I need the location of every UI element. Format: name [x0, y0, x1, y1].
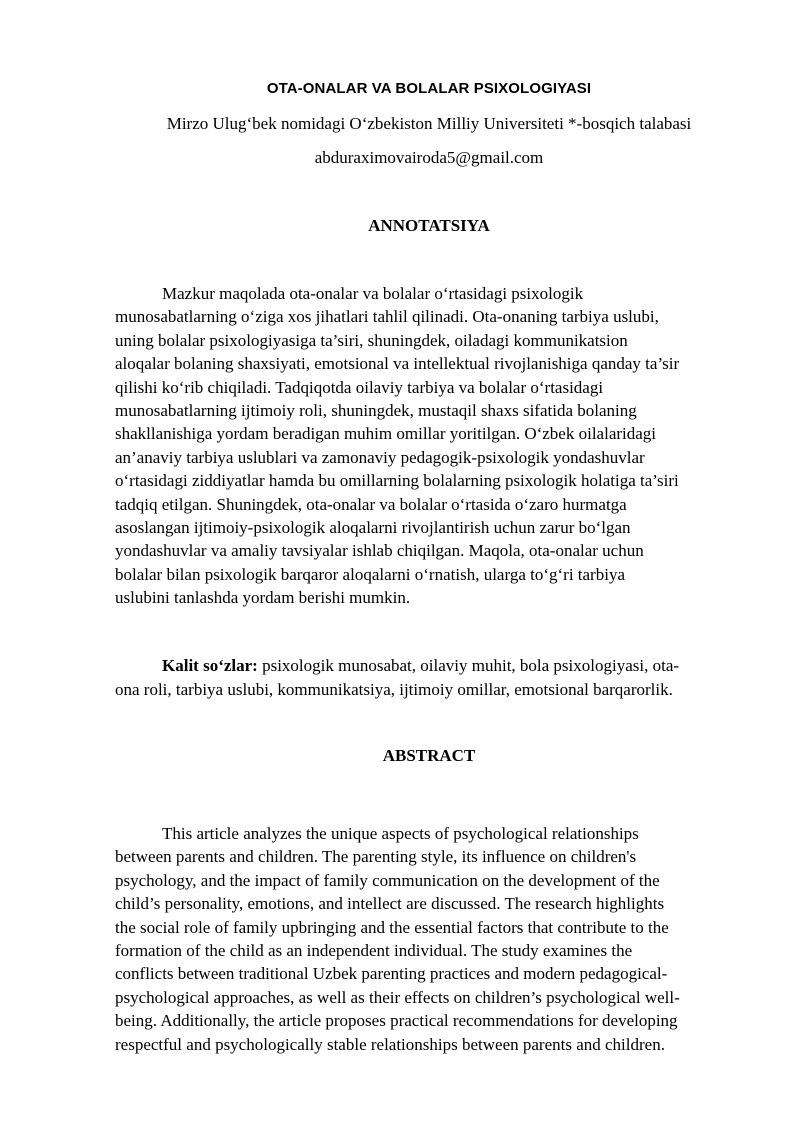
- abstract-line: the social role of family upbringing and the essential factors that contribute to the: [115, 917, 669, 937]
- abstract-line: psychological approaches, as well as their effects on children’s psychological well-: [115, 987, 680, 1007]
- keywords-paragraph: [115, 654, 741, 702]
- annotation-line: o‘rtasidagi ziddiyatlar hamda bu omillarning bolalarning psixologik holatiga ta’siri: [115, 471, 679, 491]
- abstract-line: psychology, and the impact of family communication on the development of the: [115, 870, 660, 890]
- annotation-line: munosabatlarning ijtimoiy roli, shuningdek, mustaqil shaxs sifatida bolaning: [115, 401, 637, 421]
- abstract-line: between parents and children. The parenting style, its influence on children's: [115, 847, 637, 867]
- annotation-line: Mazkur maqolada ota-onalar va bolalar o‘rtasidagi psixologik: [162, 284, 584, 303]
- annotation-line: qilishi ko‘rib chiqiladi. Tadqiqotda oilaviy tarbiya va bolalar o‘rtasidagi: [115, 377, 604, 397]
- paper-title: OTA-ONALAR VA BOLALAR PSIXOLOGIYASI: [266, 80, 592, 97]
- abstract-line: child’s personality, emotions, and intellect are discussed. The research highlights: [115, 894, 665, 914]
- author-email: abduraximovairoda5@gmail.com: [314, 148, 544, 167]
- keywords-line: ona roli, tarbiya uslubi, kommunikatsiya, ijtimoiy omillar, emotsional barqarorlik.: [115, 680, 673, 699]
- abstract-line: being. Additionally, the article proposes practical recommendations for developing: [115, 1011, 678, 1031]
- abstract-line: conflicts between traditional Uzbek parenting practices and modern pedagogical-: [115, 964, 668, 984]
- annotation-line: asoslangan ijtimoiy-psixologik aloqalarni rivojlantirish uchun zarur bo‘lgan: [115, 518, 631, 538]
- abstract-heading: ABSTRACT: [382, 746, 476, 765]
- annotation-line: yondashuvlar va amaliy tavsiyalar ishlab chiqilgan. Maqola, ota-onalar uchun: [115, 541, 644, 561]
- annotation-line: aloqalar bolaning shaxsiyati, emotsional va intellektual rivojlanishiga qanday ta’sir: [115, 354, 680, 374]
- keywords-text: psixologik munosabat, oilaviy muhit, bola psixologiyasi, ota-: [257, 656, 680, 675]
- annotation-line: tadqiq etilgan. Shuningdek, ota-onalar va bolalar o‘rtasida o‘zaro hurmatga: [115, 494, 627, 514]
- keywords-label: Kalit so‘zlar:: [162, 656, 258, 675]
- author-affiliation: Mirzo Ulug‘bek nomidagi O‘zbekiston Milliy Universiteti *-bosqich talabasi: [166, 114, 692, 133]
- keywords-line: [115, 654, 741, 678]
- annotation-line: uning bolalar psixologiyasiga ta’siri, shuningdek, oiladagi kommunikatsion: [115, 330, 628, 350]
- annotation-line: bolalar bilan psixologik barqaror aloqalarni o‘rnatish, ularga to‘g‘ri tarbiya: [115, 564, 625, 584]
- annotation-heading: ANNOTATSIYA: [368, 216, 490, 235]
- annotation-line: shakllanishiga yordam beradigan muhim omillar yoritilgan. O‘zbek oilalaridagi: [115, 424, 657, 444]
- annotation-line: munosabatlarning o‘ziga xos jihatlari tahlil qilinadi. Ota-onaning tarbiya uslubi,: [115, 307, 659, 327]
- abstract-line: respectful and psychologically stable relationships between parents and children.: [115, 1034, 665, 1054]
- annotation-line: uslubini tanlashda yordam berishi mumkin.: [115, 588, 411, 608]
- annotation-line: an’anaviy tarbiya uslublari va zamonaviy pedagogik-psixologik yondashuvlar: [115, 447, 645, 467]
- abstract-line: formation of the child as an independent individual. The study examines the: [115, 941, 633, 961]
- annotation-paragraph: [115, 282, 741, 610]
- abstract-line: This article analyzes the unique aspects of psychological relationships: [162, 824, 639, 843]
- abstract-paragraph: [115, 822, 741, 1056]
